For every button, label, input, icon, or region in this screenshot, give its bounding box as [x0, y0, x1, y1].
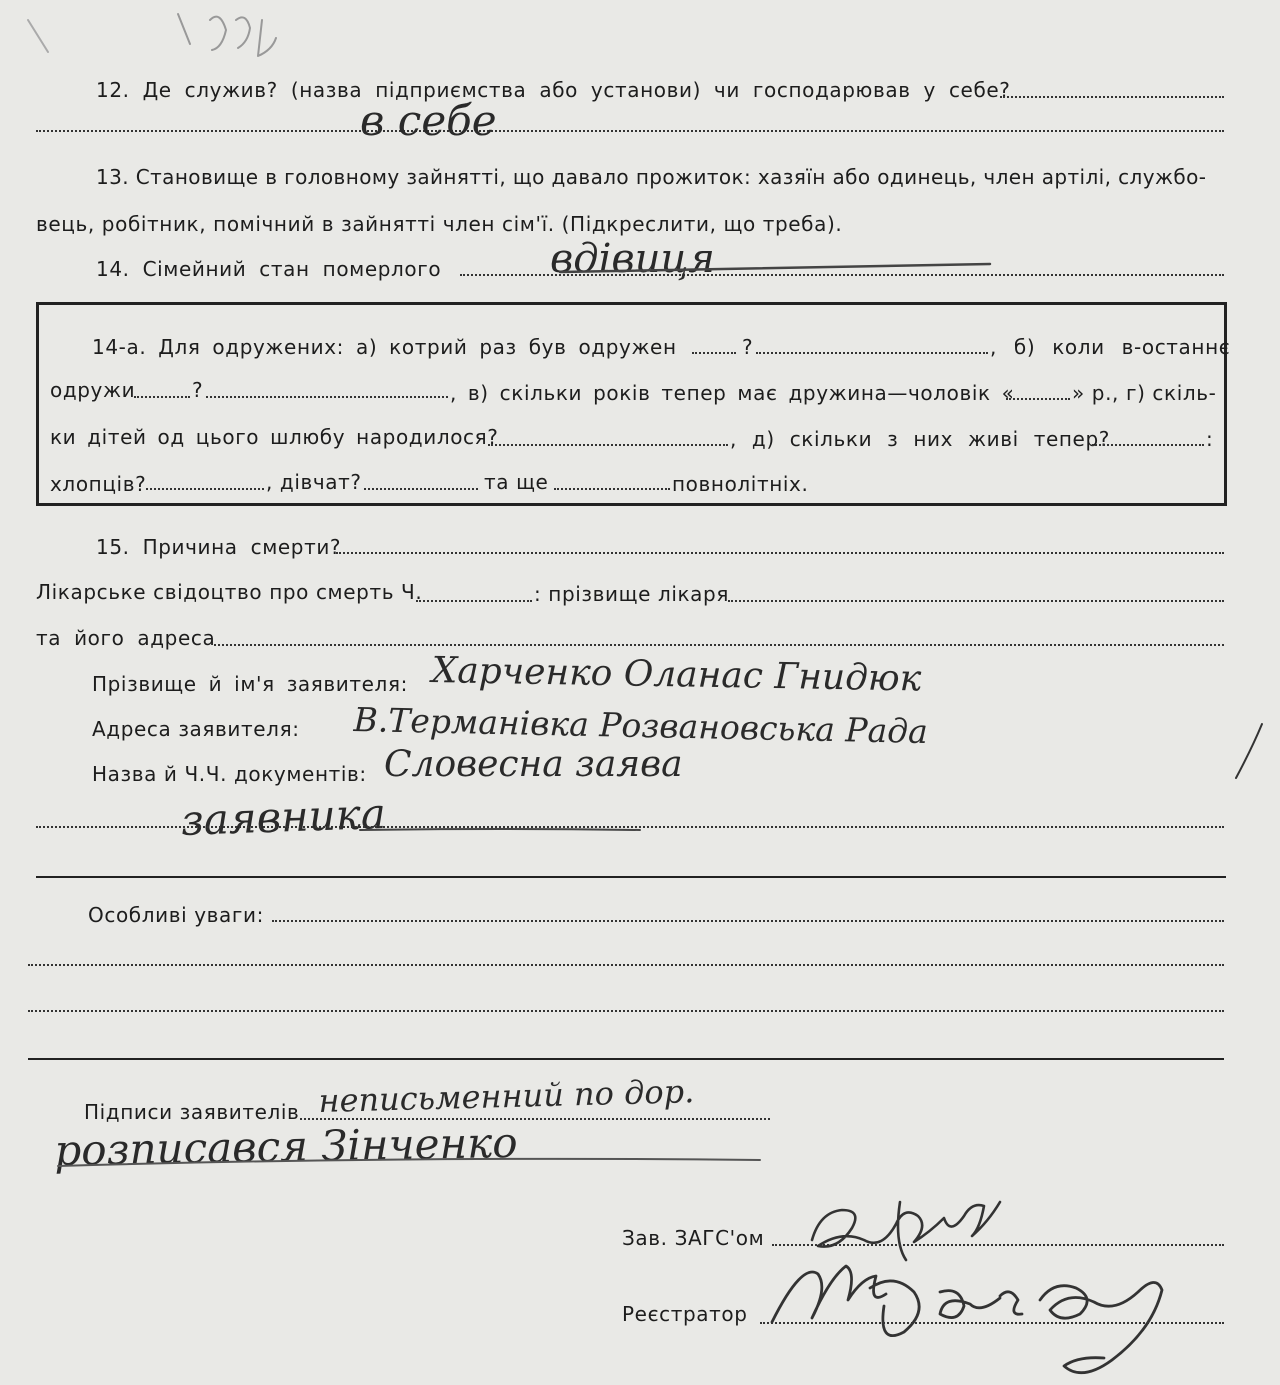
applicant-address-value: В.Терманівка Розвановська Рада [353, 700, 929, 752]
applicant-name-value: Харченко Оланас Гнидюк [431, 650, 922, 700]
q14-answer-underline [560, 264, 990, 272]
q14a-line1-q: ? [742, 335, 754, 359]
q13-line-1: 13. Становище в головному зайнятті, що давало прожиток: хазяїн або одинець, член артілі, службо- [96, 165, 1207, 189]
signature-underline [58, 1159, 760, 1166]
head-signature [812, 1202, 1000, 1260]
q13-line-2: вець, робітник, помічний в зайнятті член сім'ї. (Підкреслити, що треба). [36, 212, 843, 236]
q14a-line2-a: одружи [50, 378, 136, 402]
q14-label: 14. Сімейний стан померлого [96, 257, 442, 281]
q14a-line3-c: : [1206, 427, 1214, 451]
q14a-line2-q: ? [192, 378, 204, 402]
applicant-docs-label: Назва й Ч.Ч. документів: [92, 762, 367, 786]
q14a-line3-b: , д) скільки з них живі тепер? [730, 427, 1110, 451]
q14a-line1-b: , б) коли в-останнє [990, 335, 1231, 359]
registrar-label: Реєстратор [622, 1302, 748, 1326]
q12-label: 12. Де служив? (назва підприємства або установи) чи господарював у себе? [96, 78, 1011, 102]
address-answer-stroke [1236, 724, 1262, 778]
q14a-line1-a: 14-а. Для одружених: а) котрий раз був одружен [92, 335, 677, 359]
q14-answer: вдівиця [550, 236, 715, 282]
applicant-docs-value: Словесна заява [384, 744, 683, 785]
head-of-registry-label: Зав. ЗАГС'ом [622, 1226, 765, 1250]
applicant-name-label: Прізвище й ім'я заявителя: [92, 672, 408, 696]
applicant-docs-value-2: заявника [180, 788, 387, 845]
q15-cert-label: Лікарське свідоцтво про смерть Ч. [36, 580, 423, 604]
q14a-line4-c: та ще [484, 470, 549, 494]
q15-address-label: та його адреса [36, 626, 216, 650]
pencil-mark [178, 14, 276, 56]
signatures-value-2: розписався Зінченко [54, 1117, 518, 1175]
registrar-signature [772, 1266, 1162, 1373]
pencil-tick [28, 20, 48, 52]
q12-answer: в себе [360, 96, 497, 145]
q14a-line4-b: , дівчат? [266, 470, 362, 494]
q14a-line4-d: повнолітніх. [672, 472, 809, 496]
applicant-address-label: Адреса заявителя: [92, 717, 300, 741]
q14a-line4-a: хлопців? [50, 472, 147, 496]
q14a-line3-a: ки дітей од цього шлюбу народилося? [50, 425, 499, 449]
remarks-label: Особливі уваги: [88, 903, 264, 927]
signatures-value-1: неписьменний по дор. [318, 1072, 695, 1120]
q14a-line2-b: , в) скільки років тепер має дружина—чоловік « [450, 381, 1015, 405]
docs-answer-underline [360, 829, 640, 830]
q15-label: 15. Причина смерти? [96, 535, 342, 559]
q14a-line2-c: » р., г) скіль- [1072, 381, 1217, 405]
q15-doctor-label: : прізвище лікаря [534, 582, 729, 606]
signatures-label: Підписи заявителів [84, 1100, 300, 1124]
